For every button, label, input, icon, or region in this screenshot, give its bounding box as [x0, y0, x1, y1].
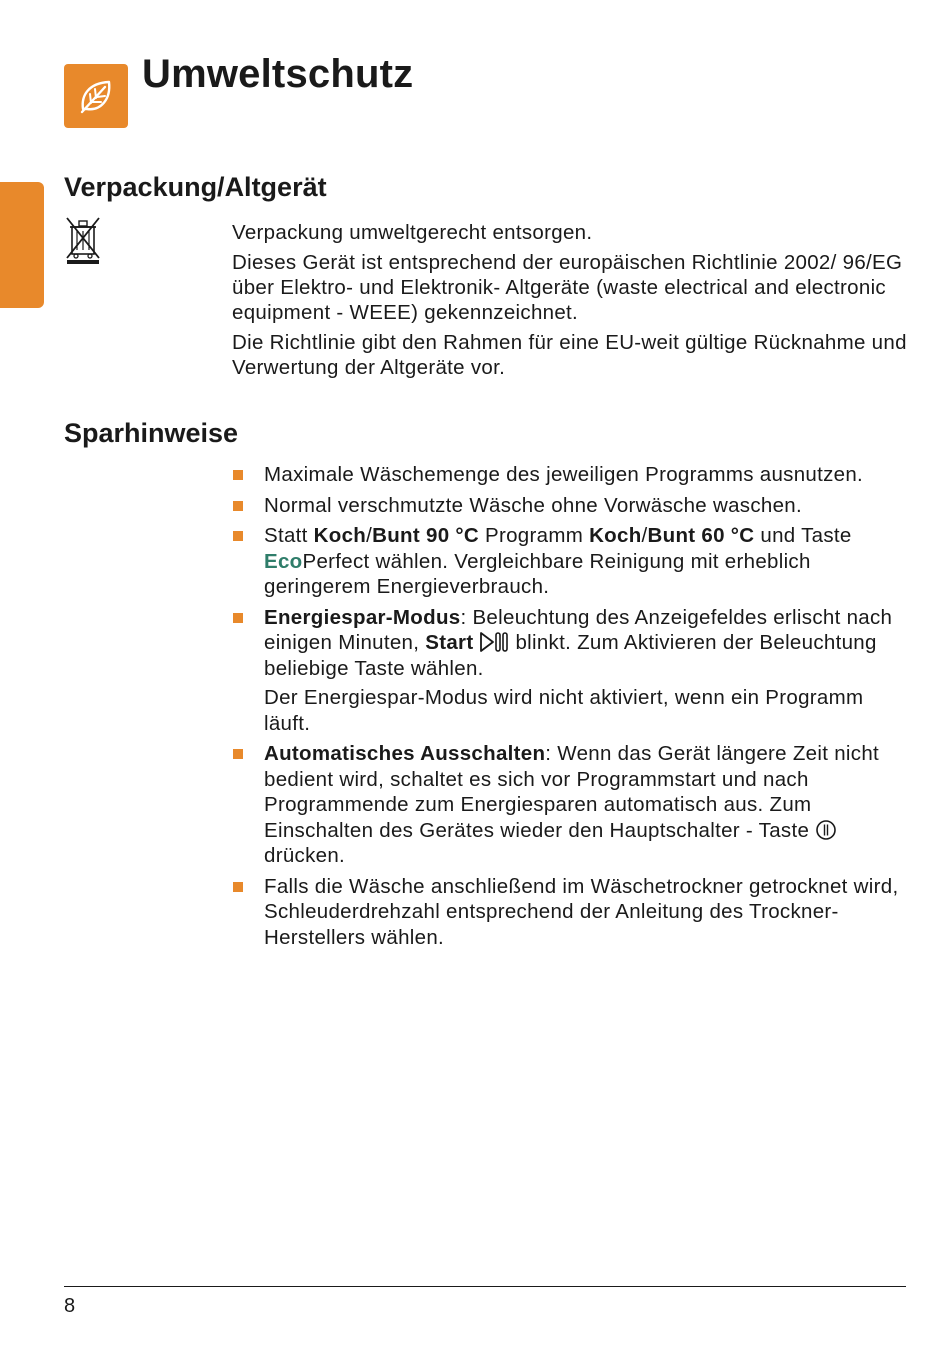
tip-text-part: /	[366, 524, 373, 547]
tip-text: Normal verschmutzte Wäsche ohne Vorwäsche waschen.	[264, 493, 802, 517]
page-number: 8	[64, 1295, 76, 1317]
tip-text-part: drücken.	[264, 844, 346, 867]
program-name: Bunt 90 °C	[372, 524, 479, 547]
directive-paragraph: Die Richtlinie gibt den Rahmen für eine EU-weit gültige Rücknahme und Verwertung der Altgeräte vor.	[232, 331, 907, 379]
tip-text-part: : Wenn das Gerät längere Zeit nicht bedient wird, schaltet es sich vor Programmstart und nach Programmende zum Energiesparen automatisch aus. Zum Einschalten des Gerätes wieder den Hauptschalter - Taste	[264, 742, 880, 842]
list-item	[232, 605, 912, 737]
packaging-text-block	[232, 220, 912, 385]
list-item	[232, 741, 912, 869]
tip-text	[264, 523, 912, 600]
bullet-square-icon	[233, 882, 243, 892]
section-heading-packaging: Verpackung/Altgerät	[64, 172, 327, 202]
tip-text: Maximale Wäschemenge des jeweiligen Programms ausnutzen.	[264, 463, 864, 486]
list-item	[232, 462, 912, 488]
leaf-icon	[64, 64, 128, 128]
crossed-out-bin-icon	[64, 215, 102, 265]
list-item	[232, 874, 912, 951]
tip-text	[264, 605, 912, 682]
footer-divider	[64, 1286, 906, 1287]
list-item	[232, 493, 912, 519]
section-side-tab	[0, 182, 44, 308]
bullet-square-icon	[233, 749, 243, 759]
program-name: Koch	[589, 524, 642, 547]
start-pause-icon	[479, 631, 509, 653]
list-item	[232, 523, 912, 600]
weee-paragraph: Dieses Gerät ist entsprechend der europäischen Richtlinie 2002/ 96/EG über Elektro- und Elektronik- Altgeräte (waste electrical and electronic equipment - WEEE) gekennzeichnet.	[232, 251, 903, 324]
section-heading-saving-tips: Sparhinweise	[64, 418, 239, 448]
program-name: Bunt 60 °C	[647, 524, 755, 547]
feature-name: Energiespar-Modus	[264, 605, 461, 629]
bullet-square-icon	[233, 531, 243, 541]
saving-tips-list	[232, 462, 912, 955]
tip-text-part: /	[641, 524, 648, 547]
packaging-paragraph: Verpackung umweltgerecht entsorgen.	[232, 221, 593, 244]
tip-text-part: Programm	[479, 524, 590, 547]
tip-text-part: und Taste	[754, 524, 852, 547]
tip-text-part: Perfect wählen. Vergleichbare Reinigung mit erheblich geringerem Energieverbrauch.	[264, 549, 811, 598]
bullet-square-icon	[233, 613, 243, 623]
page-title: Umweltschutz	[142, 52, 414, 96]
tip-text-continued: Der Energiespar-Modus wird nicht aktiviert, wenn ein Programm läuft.	[264, 686, 864, 735]
bullet-square-icon	[233, 470, 243, 480]
tip-text-part: : Beleuchtung des Anzeigefeldes erlischt nach einigen Minuten,	[264, 605, 893, 654]
button-name: Start	[425, 631, 474, 654]
bullet-square-icon	[233, 501, 243, 511]
feature-name: Automatisches Ausschalten	[264, 742, 546, 765]
tip-text-part: Statt	[264, 524, 314, 547]
tip-text	[264, 741, 912, 869]
eco-label: Eco	[264, 549, 303, 573]
tip-text: Falls die Wäsche anschließend im Wäschetrockner getrocknet wird, Schleuderdrehzahl entsprechend der Anleitung des Trockner-Herstellers wählen.	[264, 874, 899, 949]
power-icon	[815, 819, 837, 841]
tip-text-part: blinkt. Zum Aktivieren der Beleuchtung beliebige Taste wählen.	[264, 631, 877, 680]
program-name: Koch	[313, 524, 367, 547]
